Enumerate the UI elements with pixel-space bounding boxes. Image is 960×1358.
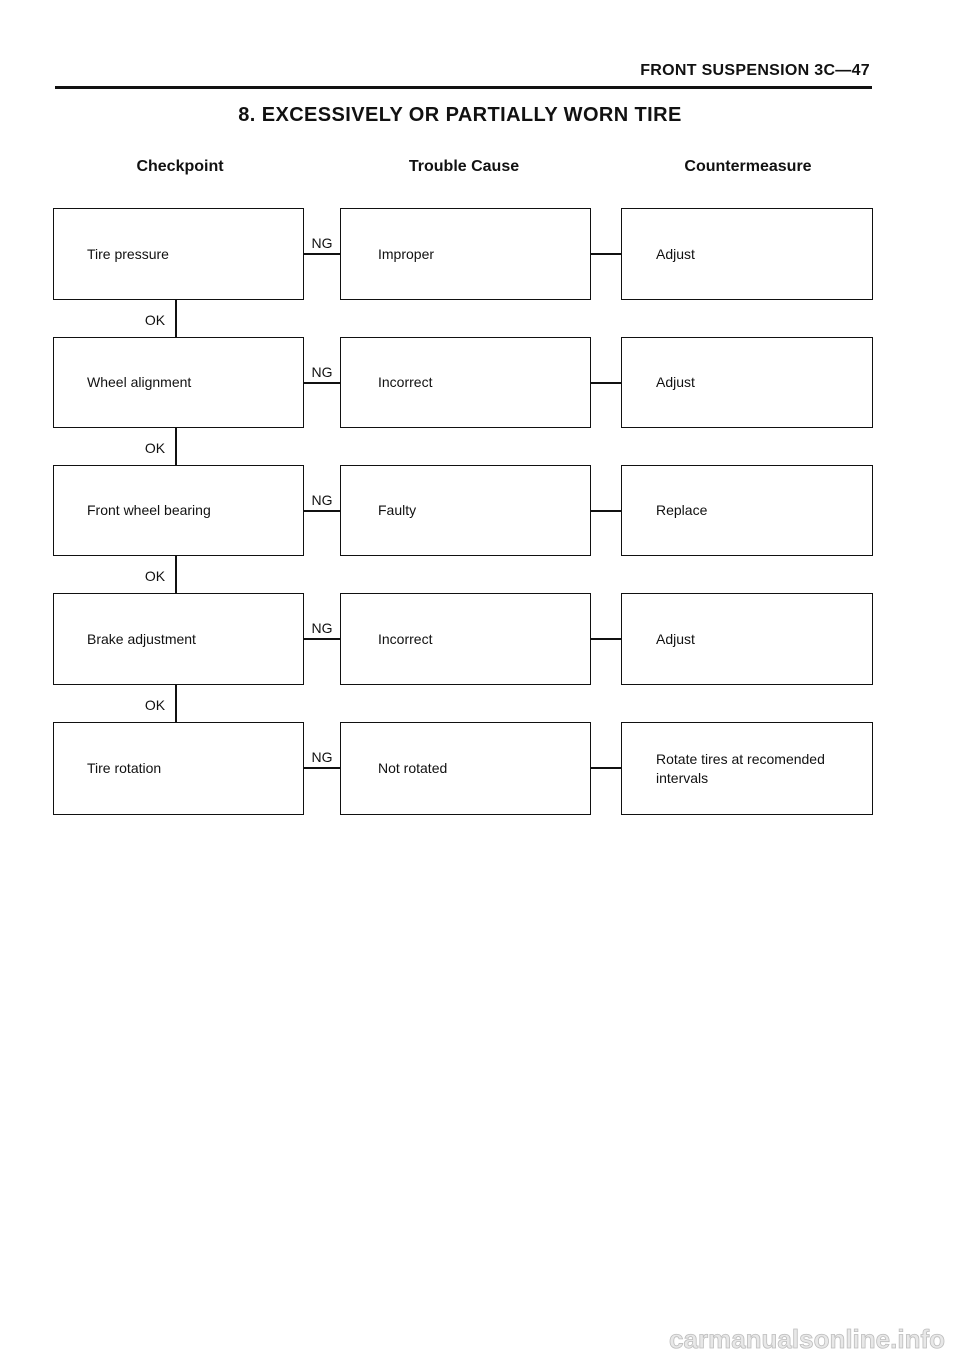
ok-connector (175, 428, 177, 465)
column-heading-checkpoint: Checkpoint (136, 158, 224, 175)
page-title: 8. EXCESSIVELY OR PARTIALLY WORN TIRE (238, 104, 682, 126)
cause-label: Incorrect (378, 630, 433, 647)
cause-label: Improper (378, 245, 435, 262)
cause-measure-connector (591, 510, 621, 512)
cause-measure-connector (591, 767, 621, 769)
cause-box (340, 722, 591, 815)
ok-label: OK (144, 568, 166, 584)
countermeasure-box (621, 208, 873, 300)
ng-label: NG (311, 749, 333, 765)
countermeasure-box (621, 722, 873, 815)
countermeasure-label: Replace (656, 502, 708, 518)
checkpoint-box (53, 337, 304, 428)
checkpoint-box (53, 593, 304, 685)
ok-connector (175, 685, 177, 722)
ng-connector (304, 253, 340, 255)
section-header: FRONT SUSPENSION 3C—47 (640, 62, 870, 79)
ng-label: NG (311, 235, 333, 251)
ok-label: OK (144, 312, 166, 328)
cause-box (340, 465, 591, 556)
ng-connector (304, 510, 340, 512)
cause-box (340, 208, 591, 300)
ng-label: NG (311, 620, 333, 636)
checkpoint-box (53, 465, 304, 556)
ok-connector (175, 556, 177, 593)
ng-label: NG (311, 492, 333, 508)
checkpoint-label: Wheel alignment (87, 374, 192, 390)
ng-label: NG (311, 364, 333, 380)
watermark-logo (560, 1318, 960, 1358)
checkpoint-label: Front wheel bearing (87, 502, 211, 518)
cause-label: Not rotated (378, 760, 448, 776)
countermeasure-box (621, 465, 873, 556)
countermeasure-box (621, 593, 873, 685)
countermeasure-label: Adjust (656, 630, 695, 647)
ok-label: OK (144, 440, 166, 456)
countermeasure-box (621, 337, 873, 428)
cause-label: Incorrect (378, 374, 433, 390)
checkpoint-box (53, 722, 304, 815)
checkpoint-label: Brake adjustment (87, 630, 196, 647)
cause-box (340, 337, 591, 428)
header-rule (55, 86, 872, 89)
ok-connector (175, 300, 177, 337)
watermark-text: carmanualsonline.info (669, 1324, 945, 1354)
ng-connector (304, 638, 340, 640)
cause-box (340, 593, 591, 685)
checkpoint-label: Tire rotation (87, 760, 162, 776)
column-heading-countermeasure: Countermeasure (684, 158, 812, 175)
column-heading-trouble-cause: Trouble Cause (408, 158, 520, 175)
countermeasure-label: Rotate tires at recomended intervals (656, 750, 825, 786)
cause-measure-connector (591, 382, 621, 384)
ng-connector (304, 767, 340, 769)
cause-measure-connector (591, 253, 621, 255)
ok-label: OK (144, 697, 166, 713)
countermeasure-label: Adjust (656, 245, 695, 262)
cause-label: Faulty (378, 502, 417, 518)
checkpoint-box (53, 208, 304, 300)
checkpoint-label: Tire pressure (87, 245, 169, 262)
countermeasure-label: Adjust (656, 374, 695, 390)
cause-measure-connector (591, 638, 621, 640)
ng-connector (304, 382, 340, 384)
